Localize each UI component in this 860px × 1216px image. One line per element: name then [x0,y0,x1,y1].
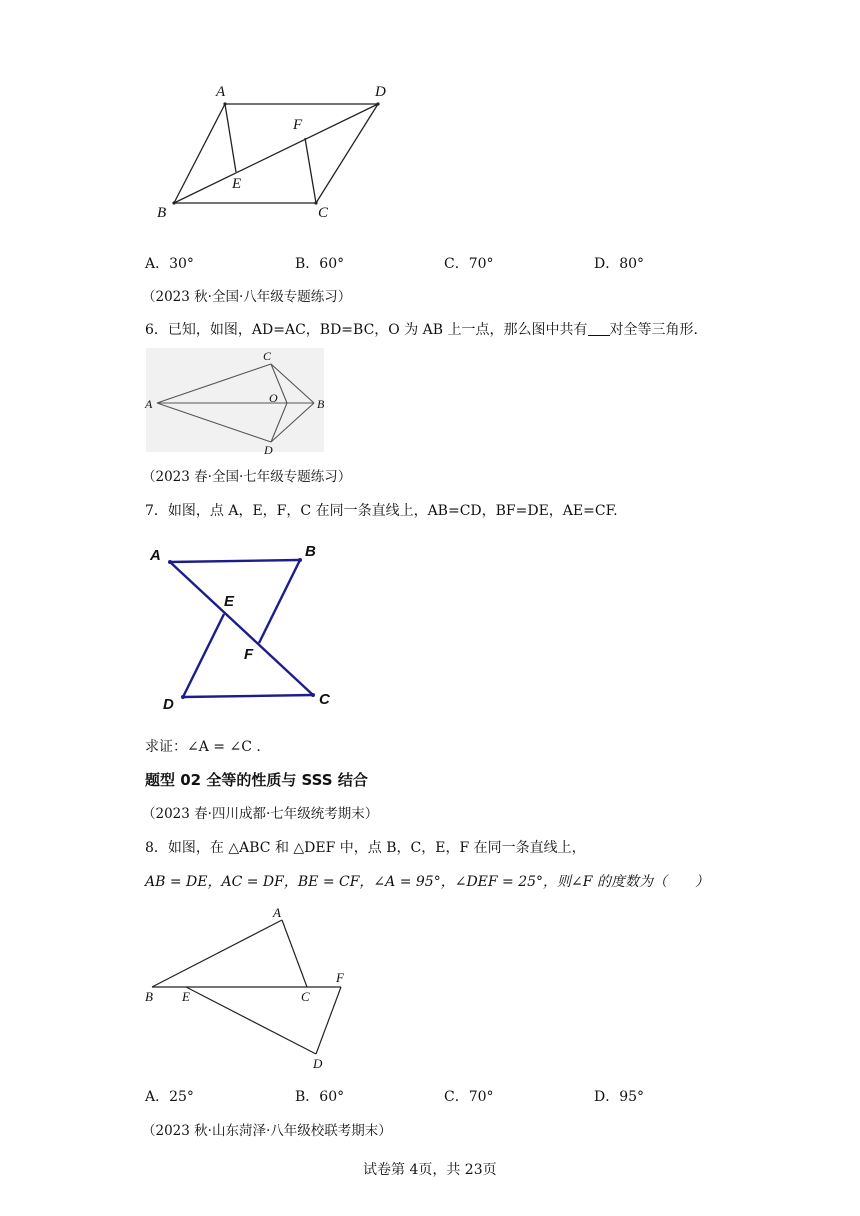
q5-label-a: A [216,84,226,100]
q5-option-d: D．80° [594,256,645,272]
q5-label-e: E [232,176,242,192]
q7-label-f: F [244,646,254,663]
q7-label-c: C [319,691,330,708]
q7-prove: 求证：∠A = ∠C . [145,739,261,755]
q8-label-c: C [301,989,310,1004]
q6-label-d: D [264,443,273,457]
q7-source: （2023 春·全国·七年级专题练习） [142,469,352,485]
q8-label-e: E [182,989,190,1004]
q8-label-a: A [273,905,281,920]
q5-label-b: B [157,205,167,221]
q5-label-f: F [293,117,303,133]
q6-text-before: 6．已知，如图，AD=AC，BD=BC，O 为 AB 上一点，那么图中共有 [145,322,588,338]
q5-label-d: D [375,84,386,100]
q8-option-b: B．60° [295,1089,345,1105]
q8-source: （2023 春·四川成都·七年级统考期末） [142,806,379,822]
q6-label-a: A [145,397,153,411]
q7-label-b: B [305,543,316,560]
q6-source: （2023 秋·全国·八年级专题练习） [142,289,352,305]
q8-label-f: F [336,970,344,985]
q7-label-a: A [150,547,161,564]
q5-option-a: A．30° [145,256,194,272]
q5-option-c: C．70° [444,256,494,272]
page-footer: 试卷第 4页，共 23页 [363,1162,497,1178]
q8-label-d: D [313,1056,323,1071]
q6-text-after: 对全等三角形. [609,322,698,338]
q8-option-d: D．95° [594,1089,645,1105]
next-question-source: （2023 秋·山东菏泽·八年级校联考期末） [142,1123,392,1139]
q7-label-d: D [163,696,174,713]
q6-label-o: O [269,391,278,405]
q6-label-b: B [317,397,325,411]
q7-label-e: E [224,593,235,610]
q6-label-c: C [263,349,272,363]
q8-line1: 8．如图，在 △ABC 和 △DEF 中，点 B，C，E，F 在同一条直线上， [145,840,586,856]
q8-option-a: A．25° [145,1089,194,1105]
q8-option-c: C．70° [444,1089,494,1105]
q5-label-c: C [318,205,329,221]
q5-option-b: B．60° [295,256,345,272]
q8-label-b: B [145,989,153,1004]
q7-question: 7．如图，点 A，E，F，C 在同一条直线上，AB=CD，BF=DE，AE=CF. [145,503,618,519]
section-heading: 题型 02 全等的性质与 SSS 结合 [145,771,368,789]
q8-line2: AB = DE，AC = DF，BE = CF，∠A = 95°，∠DEF = 25°，则∠F 的度数为（ ） [145,874,709,890]
